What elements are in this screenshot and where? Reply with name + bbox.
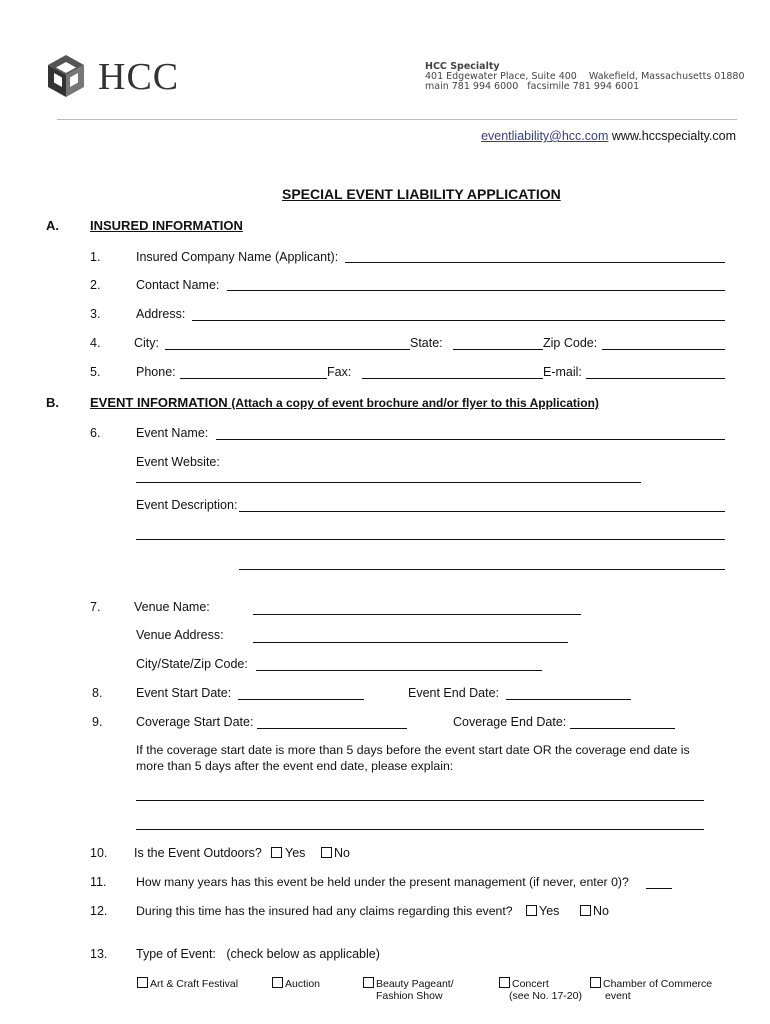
city-field[interactable]	[165, 349, 410, 350]
venue-city-state-zip-label: City/State/Zip Code:	[136, 657, 248, 671]
beauty-pageant-label-1: Beauty Pageant/	[376, 978, 454, 990]
q3-number: 3.	[90, 307, 101, 321]
city-label: City:	[134, 336, 159, 350]
event-start-date-label: Event Start Date:	[136, 686, 232, 700]
q1-label: Insured Company Name (Applicant):	[136, 250, 339, 264]
coverage-explanation-field-2[interactable]	[136, 829, 704, 830]
logo-text: HCC	[98, 56, 180, 98]
q4-number: 4.	[90, 336, 101, 350]
event-website-label: Event Website:	[136, 455, 220, 469]
event-start-date-field[interactable]	[238, 699, 364, 700]
beauty-pageant-checkbox[interactable]	[363, 977, 374, 988]
event-website-field[interactable]	[136, 482, 641, 483]
venue-city-state-zip-field[interactable]	[256, 670, 542, 671]
venue-address-field[interactable]	[253, 642, 568, 643]
phone-field[interactable]	[180, 378, 327, 379]
fax-field[interactable]	[362, 378, 543, 379]
address-field[interactable]	[192, 320, 725, 321]
email-label: E-mail:	[543, 365, 582, 379]
concert-label-2: (see No. 17-20)	[509, 990, 582, 1002]
q11-number: 11.	[90, 875, 107, 889]
art-craft-festival-label: Art & Craft Festival	[150, 978, 239, 990]
auction-checkbox[interactable]	[272, 977, 283, 988]
coverage-note-line-1: If the coverage start date is more than 5 days before the event start date OR the coverage end date is	[136, 743, 690, 757]
event-end-date-label: Event End Date:	[408, 686, 500, 700]
coverage-note-line-2: more than 5 days after the event end date, please explain:	[136, 759, 454, 773]
claims-no-label: No	[593, 904, 609, 918]
q7-label: Venue Name:	[134, 600, 210, 614]
outdoors-yes-checkbox[interactable]	[271, 847, 282, 858]
claims-yes-checkbox[interactable]	[526, 905, 537, 916]
coverage-end-date-field[interactable]	[570, 728, 675, 729]
q2-number: 2.	[90, 278, 101, 292]
outdoors-no-checkbox[interactable]	[321, 847, 332, 858]
contact-links	[481, 130, 736, 143]
claims-yes-label: Yes	[539, 904, 560, 918]
section-a-heading: INSURED INFORMATION	[90, 218, 243, 233]
section-b-heading	[90, 396, 599, 409]
section-b-letter: B.	[46, 395, 59, 410]
coverage-start-date-field[interactable]	[257, 728, 407, 729]
event-description-field-1[interactable]	[239, 511, 725, 512]
beauty-pageant-label-2: Fashion Show	[376, 990, 443, 1002]
event-description-field-2[interactable]	[136, 539, 725, 540]
coverage-explanation-field-1[interactable]	[136, 800, 704, 801]
q5-number: 5.	[90, 365, 101, 379]
q10-label: Is the Event Outdoors?	[134, 846, 262, 860]
hcc-cube-logo-icon	[46, 54, 86, 98]
q2-label: Contact Name:	[136, 278, 220, 292]
chamber-of-commerce-label-1: Chamber of Commerce	[603, 978, 713, 990]
auction-label: Auction	[285, 978, 321, 990]
email-field[interactable]	[586, 378, 725, 379]
event-name-field[interactable]	[216, 439, 725, 440]
q13-label: Type of Event: (check below as applicable)	[136, 947, 380, 961]
q6-number: 6.	[90, 426, 101, 440]
q12-label: During this time has the insured had any claims regarding this event?	[136, 904, 513, 918]
chamber-of-commerce-checkbox[interactable]	[590, 977, 601, 988]
concert-label-1: Concert	[512, 978, 549, 990]
email-link[interactable]: eventliability@hcc.com	[481, 129, 609, 143]
q3-label: Address:	[136, 307, 186, 321]
website-text: www.hccspecialty.com	[611, 129, 736, 143]
coverage-end-date-label: Coverage End Date:	[453, 715, 567, 729]
event-description-field-3[interactable]	[239, 569, 725, 570]
company-phone: main 781 994 6000 facsimile 781 994 6001	[425, 81, 640, 92]
concert-checkbox[interactable]	[499, 977, 510, 988]
contact-name-field[interactable]	[227, 290, 725, 291]
chamber-of-commerce-label-2: event	[605, 990, 631, 1002]
insured-company-name-field[interactable]	[345, 262, 725, 263]
q7-number: 7.	[90, 600, 101, 614]
section-b-title: EVENT INFORMATION	[90, 395, 228, 410]
q11-label: How many years has this event be held under the present management (if never, enter 0)?	[136, 875, 629, 889]
q13-number: 13.	[90, 947, 108, 961]
zip-label: Zip Code:	[543, 336, 598, 350]
fax-label: Fax:	[327, 365, 352, 379]
venue-name-field[interactable]	[253, 614, 581, 615]
state-field[interactable]	[453, 349, 543, 350]
art-craft-festival-checkbox[interactable]	[137, 977, 148, 988]
q1-number: 1.	[90, 250, 101, 264]
form-title: SPECIAL EVENT LIABILITY APPLICATION	[282, 186, 561, 202]
section-a-letter: A.	[46, 218, 59, 233]
outdoors-yes-label: Yes	[285, 846, 306, 860]
q10-number: 10.	[90, 846, 108, 860]
phone-label: Phone:	[136, 365, 176, 379]
outdoors-no-label: No	[334, 846, 350, 860]
venue-address-label: Venue Address:	[136, 628, 224, 642]
header-divider	[57, 119, 737, 120]
company-address: 401 Edgewater Place, Suite 400 Wakefield, Massachusetts 01880	[425, 71, 745, 82]
company-name: HCC Specialty	[425, 61, 500, 72]
claims-no-checkbox[interactable]	[580, 905, 591, 916]
coverage-start-date-label: Coverage Start Date:	[136, 715, 254, 729]
q9-number: 9.	[92, 715, 103, 729]
event-end-date-field[interactable]	[506, 699, 631, 700]
state-label: State:	[410, 336, 443, 350]
years-held-field[interactable]	[646, 888, 672, 889]
event-description-label: Event Description:	[136, 498, 238, 512]
section-b-note: (Attach a copy of event brochure and/or flyer to this Application)	[231, 396, 599, 410]
zip-code-field[interactable]	[602, 349, 725, 350]
q8-number: 8.	[92, 686, 103, 700]
q6-label: Event Name:	[136, 426, 209, 440]
q12-number: 12.	[90, 904, 108, 918]
